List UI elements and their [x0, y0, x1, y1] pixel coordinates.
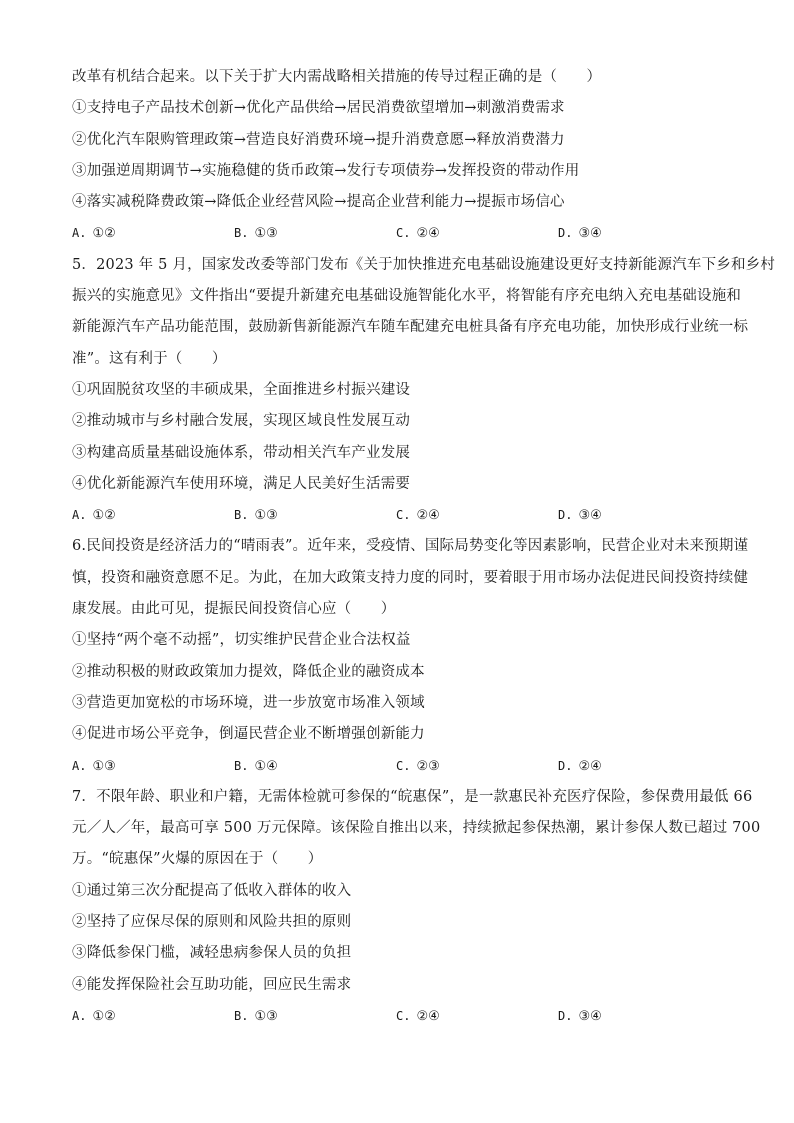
choice-d: [558, 218, 602, 249]
question-stem-line: 改革有机结合起来。以下关于扩大内需战略相关措施的传导过程正确的是（ ）: [72, 69, 602, 85]
question-6: [72, 531, 749, 781]
choice-text: ①②: [92, 226, 116, 242]
question-stem-line: 6.民间投资是经济活力的“晴雨表”。近年来，受疫情、国际局势变化等因素影响，民营企业对未来预期谨: [72, 538, 749, 555]
option-3: ③构建高质量基础设施体系，带动相关汽车产业发展: [72, 444, 411, 461]
choice-text: ①③: [254, 226, 278, 242]
choice-d: [558, 1001, 602, 1032]
option-1: ①巩固脱贫攻坚的丰硕成果，全面推进乡村振兴建设: [72, 381, 411, 398]
option-1: ①通过第三次分配提高了低收入群体的收入: [72, 882, 352, 899]
choice-text: ②③: [416, 758, 440, 774]
option-2: ②推动积极的财政政策加力提效，降低企业的融资成本: [72, 663, 425, 680]
choice-b: [234, 1001, 278, 1032]
choice-c: [396, 1001, 440, 1032]
question-4: [72, 62, 727, 250]
choice-text: ②④: [416, 1008, 440, 1024]
choice-b: [234, 500, 278, 531]
choice-letter: C.: [396, 1008, 411, 1023]
choice-b: [234, 751, 278, 782]
question-stem-line: 新能源汽车产品功能范围，鼓励新售新能源汽车随车配建充电桩具备有序充电功能，加快形成行业统一标: [72, 319, 749, 336]
choice-letter: C.: [396, 758, 411, 773]
question-stem-line: 元／人／年，最高可享 500 万元保障。该保险自推出以来，持续掀起参保热潮，累计参保人数已超过 700: [72, 820, 761, 837]
question-stem-line: 5．2023 年 5 月，国家发改委等部门发布《关于加快推进充电基础设施建设更好支持新能源汽车下乡和乡村: [72, 256, 776, 273]
option-4: ④促进市场公平竞争，倒逼民营企业不断增强创新能力: [72, 726, 425, 743]
choice-letter: B.: [234, 1008, 249, 1023]
question-stem-line: 7．不限年龄、职业和户籍，无需体检就可参保的“皖惠保”，是一款惠民补充医疗保险，参保费用最低 66: [72, 788, 753, 805]
option-4: ④能发挥保险社会互助功能，回应民生需求: [72, 976, 352, 993]
option-3: ③降低参保门槛，减轻患病参保人员的负担: [72, 945, 352, 962]
choice-a: [72, 751, 116, 782]
choice-text: ③④: [578, 226, 602, 242]
choice-text: ①②: [92, 508, 116, 524]
choice-a: [72, 500, 116, 531]
choice-letter: D.: [558, 1008, 573, 1023]
answer-choices: [72, 1001, 727, 1032]
question-stem-line: 振兴的实施意见》文件指出“要提升新建充电基础设施智能化水平，将智能有序充电纳入充电基础设施和: [72, 288, 742, 305]
choice-letter: B.: [234, 226, 249, 241]
choice-c: [396, 500, 440, 531]
choice-letter: B.: [234, 758, 249, 773]
choice-c: [396, 751, 440, 782]
choice-text: ①②: [92, 1008, 116, 1024]
question-stem-line: 万。“皖惠保”火爆的原因在于（ ）: [72, 851, 323, 868]
question-7: [72, 782, 761, 1032]
choice-text: ①③: [254, 508, 278, 524]
choice-b: [234, 218, 278, 249]
choice-letter: D.: [558, 226, 573, 241]
choice-letter: C.: [396, 226, 411, 241]
answer-choices: [72, 218, 727, 249]
choice-letter: D.: [558, 508, 573, 523]
choice-text: ②④: [578, 758, 602, 774]
choice-letter: A.: [72, 226, 87, 241]
choice-letter: A.: [72, 1008, 87, 1023]
answer-choices: [72, 751, 727, 782]
choice-text: ②④: [416, 226, 440, 242]
question-5: [72, 250, 776, 532]
choice-text: ③④: [578, 508, 602, 524]
option-4: ④优化新能源汽车使用环境，满足人民美好生活需要: [72, 475, 411, 492]
option-2: ②坚持了应保尽保的原则和风险共担的原则: [72, 914, 352, 931]
choice-d: [558, 751, 602, 782]
question-stem-line: 康发展。由此可见，提振民间投资信心应（ ）: [72, 601, 396, 618]
choice-letter: D.: [558, 758, 573, 773]
option-1: ①坚持“两个毫不动摇”，切实维护民营企业合法权益: [72, 632, 411, 649]
answer-choices: [72, 500, 727, 531]
choice-letter: C.: [396, 508, 411, 523]
option-2: ②优化汽车限购管理政策→营造良好消费环境→提升消费意愿→释放消费潜力: [72, 131, 565, 148]
question-stem-line: 慎，投资和融资意愿不足。为此，在加大政策支持力度的同时，要着眼于用市场办法促进民间投资持续健: [72, 569, 749, 586]
option-3: ③加强逆周期调节→实施稳健的货币政策→发行专项债券→发挥投资的带动作用: [72, 162, 580, 179]
option-3: ③营造更加宽松的市场环境，进一步放宽市场准入领域: [72, 694, 425, 711]
choice-a: [72, 1001, 116, 1032]
question-stem-line: 准”。这有利于（ ）: [72, 350, 227, 367]
choice-text: ①③: [254, 1008, 278, 1024]
option-4: ④落实减税降费政策→降低企业经营风险→提高企业营利能力→提振市场信心: [72, 194, 565, 211]
option-2: ②推动城市与乡村融合发展，实现区域良性发展互动: [72, 413, 411, 430]
choice-a: [72, 218, 116, 249]
choice-letter: A.: [72, 758, 87, 773]
choice-d: [558, 500, 602, 531]
choice-text: ①③: [92, 758, 116, 774]
choice-letter: A.: [72, 508, 87, 523]
choice-text: ③④: [578, 1008, 602, 1024]
option-1: ①支持电子产品技术创新→优化产品供给→居民消费欲望增加→刺激消费需求: [72, 100, 565, 117]
choice-letter: B.: [234, 508, 249, 523]
choice-c: [396, 218, 440, 249]
choice-text: ①④: [254, 758, 278, 774]
exam-page: [72, 62, 776, 1032]
choice-text: ②④: [416, 508, 440, 524]
